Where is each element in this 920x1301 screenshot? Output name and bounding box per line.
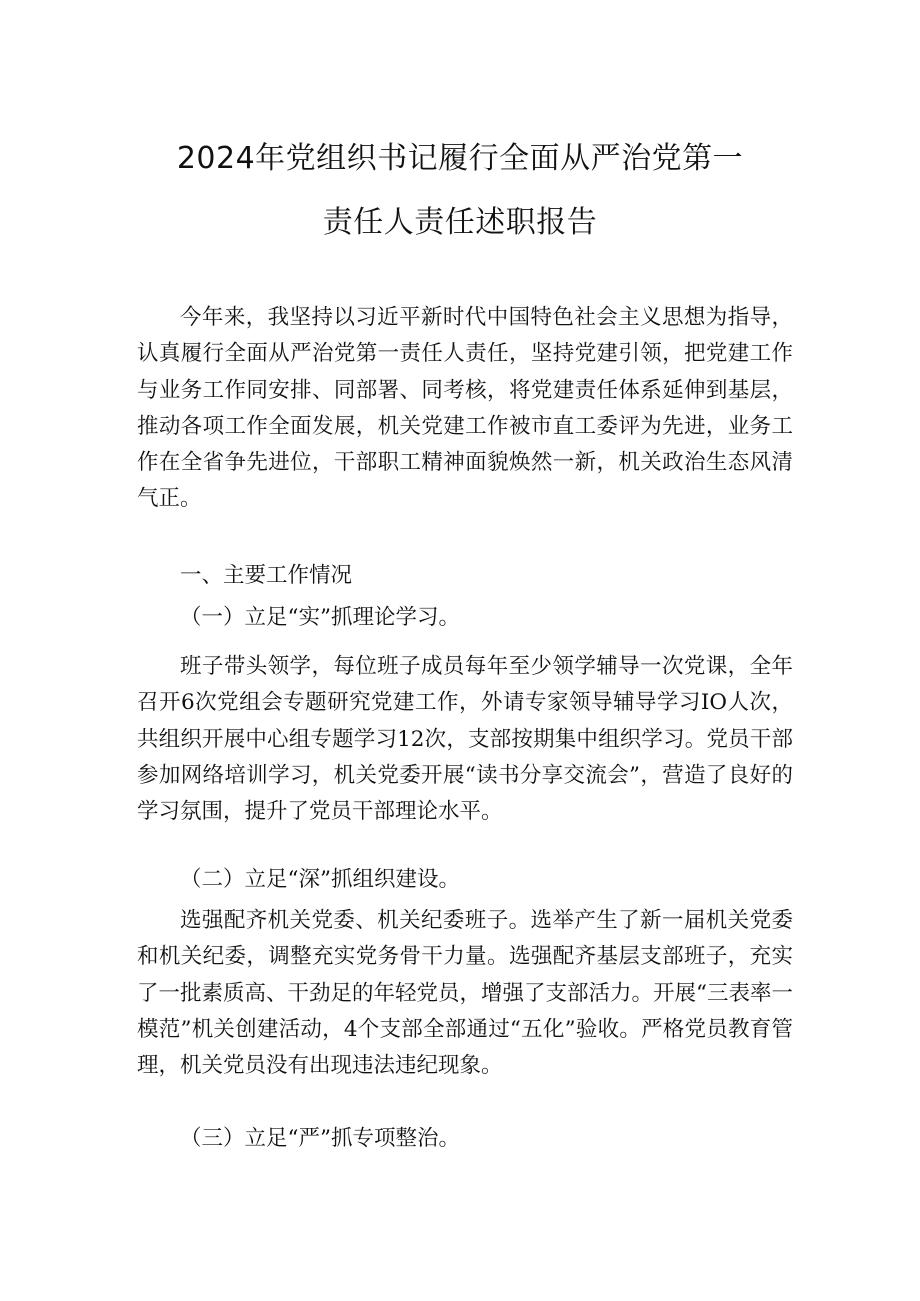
intro-paragraph: 今年来，我坚持以习近平新时代中国特色社会主义思想为指导，认真履行全面从严治党第一责任人责任，坚持党建引领，把党建工作与业务工作同安排、同部署、同考核，将党建责任体系延伸到基层，推动各项工作全面发展，机关党建工作被市直工委评为先进，业务工作在全省争先进位，干部职工精神面貌焕然一新，机关政治生态风清气正。 bbox=[137, 305, 793, 512]
theory-study-paragraph: 班子带头领学，每位班子成员每年至少领学辅导一次党课，全年召开6次党组会专题研究党建工作，外请专家领导辅导学习IO人次，共组织开展中心组专题学习12次，支部按期集中组织学习。党员干部参加网络培训学习，机关党委开展“读书分享交流会”，营造了良好的学习氛围，提升了党员干部理论水平。 bbox=[137, 654, 793, 825]
document-title-line-2: 责任人责任述职报告 bbox=[322, 205, 598, 240]
organization-building-paragraph: 选强配齐机关党委、机关纪委班子。选举产生了新一届机关党委和机关纪委，调整充实党务骨干力量。选强配齐基层支部班子，充实了一批素质高、干劲足的年轻党员，增强了支部活力。开展“三表率一模范”机关创建活动，4个支部全部通过“五化”验收。严格党员教育管理，机关党员没有出现违法违纪现象。 bbox=[137, 908, 793, 1079]
section-heading-main-work: 一、主要工作情况 bbox=[180, 563, 353, 588]
document-title-line-1: 2024年党组织书记履行全面从严治党第一 bbox=[176, 141, 744, 176]
subsection-heading-special-rectification: （三）立足“严”抓专项整治。 bbox=[180, 1126, 460, 1151]
subsection-heading-organization-building: （二）立足“深”抓组织建设。 bbox=[180, 867, 460, 892]
subsection-heading-theory-study: （一）立足“实”抓理论学习。 bbox=[180, 605, 460, 630]
